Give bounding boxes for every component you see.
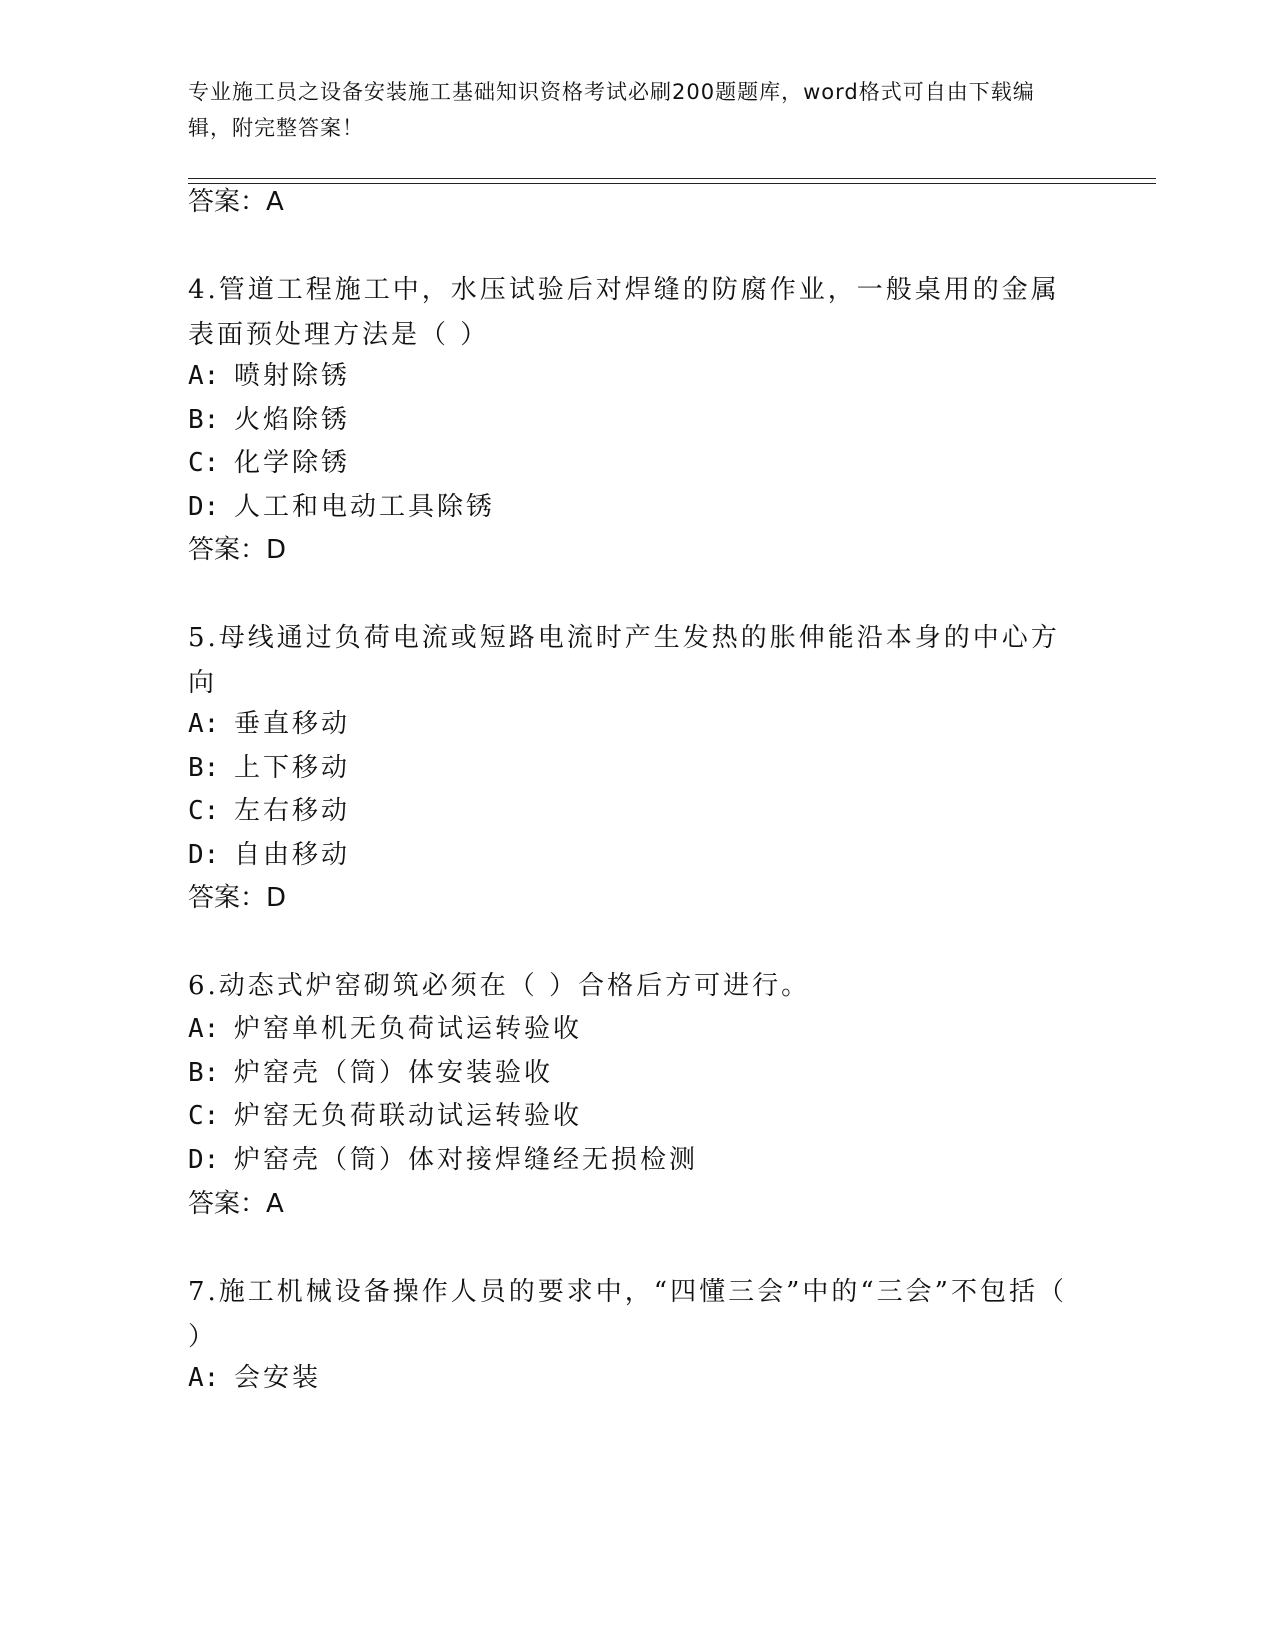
- option-letter: C:: [188, 1101, 220, 1131]
- question-4-option-b: [188, 404, 350, 436]
- question-5-option-a: [188, 708, 350, 740]
- question-4-option-a: [188, 360, 350, 392]
- option-text: 喷射除锈: [234, 361, 351, 391]
- question-4-option-c: [188, 447, 350, 479]
- option-letter: A:: [188, 1014, 220, 1044]
- option-text: 炉窑单机无负荷试运转验收: [234, 1014, 583, 1044]
- option-letter: C:: [188, 796, 220, 826]
- question-5-option-b: [188, 752, 350, 784]
- option-text: 炉窑壳（筒）体对接焊缝经无损检测: [234, 1145, 699, 1175]
- answer-previous: 答案：A: [188, 187, 284, 217]
- question-7-option-a: [188, 1362, 321, 1394]
- option-letter: D:: [188, 840, 220, 870]
- option-text: 垂直移动: [234, 709, 351, 739]
- question-4-option-d: [188, 491, 495, 523]
- question-5-option-d: [188, 839, 350, 871]
- header-divider-top: [188, 178, 1156, 179]
- header-divider-bottom: [188, 183, 1156, 184]
- option-letter: A:: [188, 709, 220, 739]
- question-5-answer: 答案：D: [188, 883, 287, 913]
- option-text: 自由移动: [234, 840, 351, 870]
- header-text: 专业施工员之设备安装施工基础知识资格考试必刷200题题库，word格式可自由下载编辑，附完整答案！: [188, 80, 1035, 140]
- question-4-stem: 4.管道工程施工中，水压试验后对焊缝的防腐作业，一般桌用的金属表面预处理方法是（ ）: [188, 275, 1060, 350]
- option-letter: B:: [188, 1058, 220, 1088]
- option-letter: A:: [188, 361, 220, 391]
- option-letter: C:: [188, 448, 220, 478]
- option-text: 会安装: [234, 1363, 322, 1393]
- option-letter: B:: [188, 753, 220, 783]
- option-letter: A:: [188, 1363, 220, 1393]
- question-5-option-c: [188, 795, 350, 827]
- question-7-stem: 7.施工机械设备操作人员的要求中，“四懂三会”中的“三会”不包括（ ）: [188, 1277, 1067, 1352]
- question-6-option-c: [188, 1100, 582, 1132]
- option-text: 炉窑无负荷联动试运转验收: [234, 1101, 583, 1131]
- question-6-answer: 答案：A: [188, 1189, 284, 1219]
- option-letter: D:: [188, 1145, 220, 1175]
- option-letter: D:: [188, 492, 220, 522]
- option-text: 火焰除锈: [234, 405, 351, 435]
- question-6-option-d: [188, 1144, 698, 1176]
- question-6-stem: 6.动态式炉窑砌筑必须在（ ）合格后方可进行。: [188, 971, 811, 1001]
- question-4-answer: 答案：D: [188, 535, 287, 565]
- option-text: 人工和电动工具除锈: [234, 492, 496, 522]
- document-header: [188, 74, 1068, 146]
- option-text: 炉窑壳（筒）体安装验收: [234, 1058, 554, 1088]
- question-6-option-a: [188, 1013, 582, 1045]
- question-6-option-b: [188, 1057, 553, 1089]
- option-text: 上下移动: [234, 753, 351, 783]
- question-5-stem: 5.母线通过负荷电流或短路电流时产生发热的胀伸能沿本身的中心方向: [188, 623, 1060, 698]
- option-letter: B:: [188, 405, 220, 435]
- option-text: 左右移动: [234, 796, 351, 826]
- option-text: 化学除锈: [234, 448, 351, 478]
